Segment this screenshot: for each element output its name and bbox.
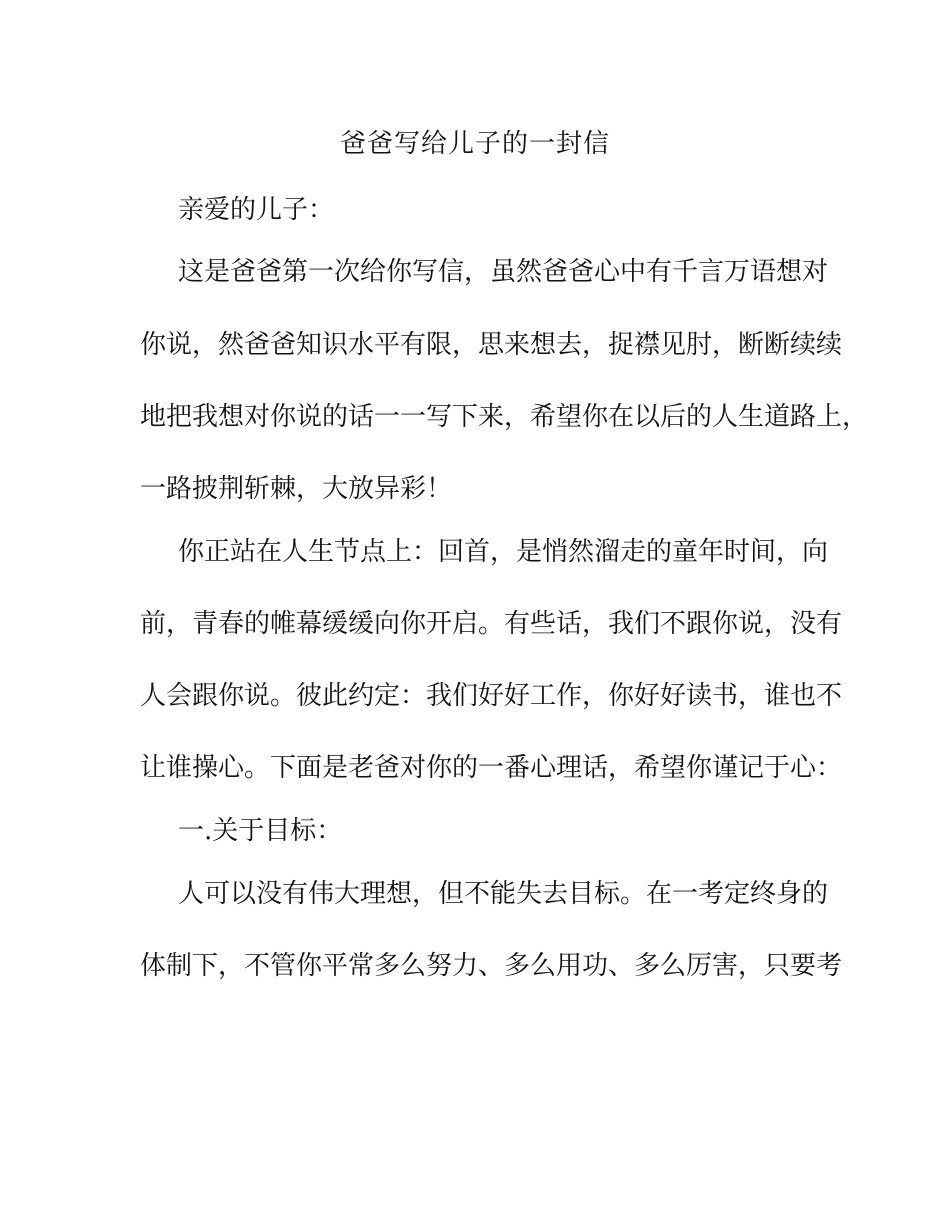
paragraph-3-line-2: 体制下，不管你平常多么努力、多么用功、多么厉害，只要考 bbox=[140, 951, 843, 981]
paragraph-1-line-2: 你说，然爸爸知识水平有限，思来想去，捉襟见肘，断断续续 bbox=[140, 330, 843, 360]
paragraph-3-line-1: 人可以没有伟大理想，但不能失去目标。在一考定终身的 bbox=[178, 879, 829, 909]
paragraph-2-line-2: 前，青春的帷幕缓缓向你开启。有些话，我们不跟你说，没有 bbox=[140, 609, 843, 639]
section-heading-goals: 一.关于目标： bbox=[178, 816, 343, 846]
paragraph-1-line-3: 地把我想对你说的话一一写下来，希望你在以后的人生道路上， bbox=[140, 402, 869, 432]
salutation: 亲爱的儿子： bbox=[178, 195, 335, 225]
paragraph-1-line-4: 一路披荆斩棘，大放异彩！ bbox=[140, 474, 453, 504]
paragraph-2-line-3: 人会跟你说。彼此约定：我们好好工作，你好好读书，谁也不 bbox=[140, 681, 843, 711]
paragraph-1-line-1: 这是爸爸第一次给你写信，虽然爸爸心中有千言万语想对 bbox=[178, 257, 829, 287]
paragraph-2-line-4: 让谁操心。下面是老爸对你的一番心理话，希望你谨记于心： bbox=[140, 753, 843, 783]
document-title: 爸爸写给儿子的一封信 bbox=[339, 129, 610, 159]
paragraph-2-line-1: 你正站在人生节点上：回首，是悄然溜走的童年时间，向 bbox=[178, 537, 829, 567]
